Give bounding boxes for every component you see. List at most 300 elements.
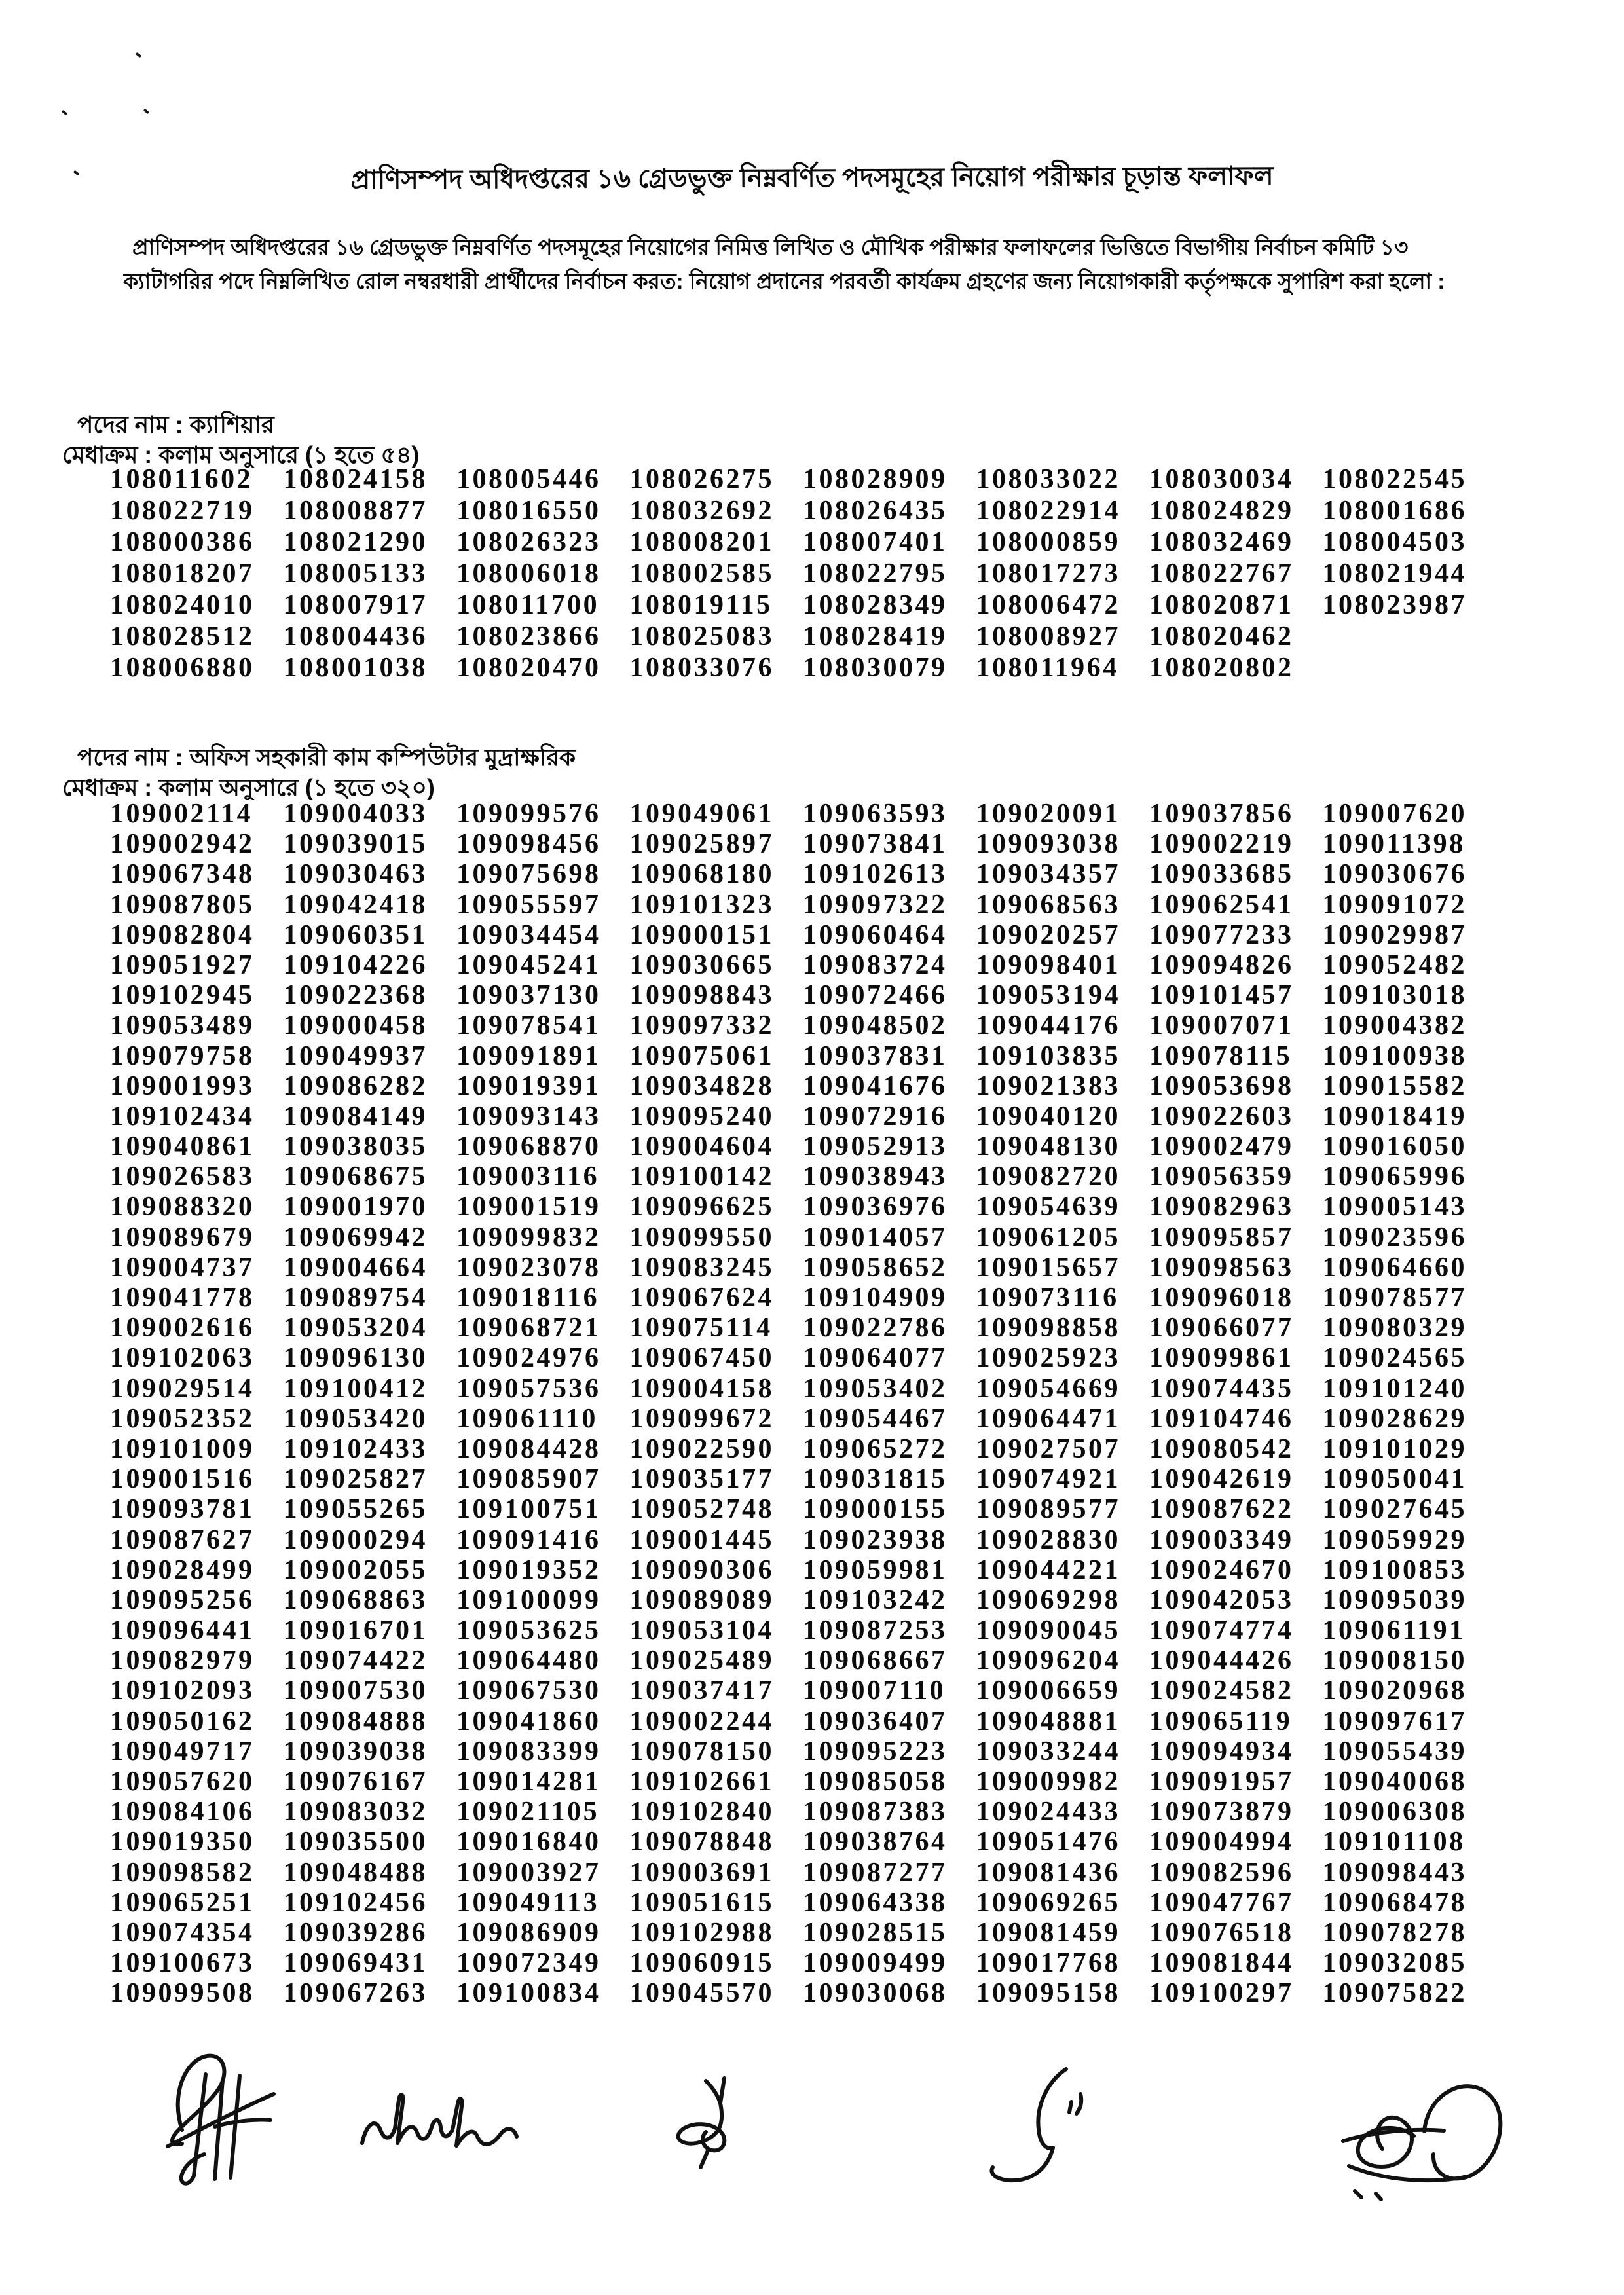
- roll-number: 109096441: [110, 1615, 255, 1646]
- roll-number: 108030079: [803, 653, 948, 683]
- scan-speck: [143, 109, 150, 115]
- roll-number: 109101029: [1322, 1433, 1467, 1464]
- roll-number: 109099508: [110, 1978, 255, 2009]
- roll-number: 109009499: [803, 1948, 948, 1979]
- roll-number: 109103242: [803, 1585, 948, 1615]
- roll-number: 109002616: [110, 1313, 255, 1344]
- roll-number: 109007110: [803, 1676, 946, 1706]
- roll-row: [110, 920, 1505, 950]
- signature-5: [1215, 2069, 1509, 2210]
- roll-number: 109049113: [456, 1887, 600, 1918]
- roll-number: 109102613: [803, 859, 948, 890]
- section2-post-name-label: পদের নাম : অফিস সহকারী কাম কম্পিউটার মুদ্রাক্ষরিক: [77, 744, 576, 770]
- roll-number: 109101457: [1149, 980, 1294, 1011]
- roll-row: [110, 1585, 1505, 1615]
- roll-number: 109016050: [1322, 1131, 1467, 1162]
- roll-number: 109015582: [1322, 1071, 1467, 1101]
- roll-number: 109083724: [803, 949, 948, 980]
- roll-number: 109082804: [110, 919, 255, 950]
- roll-number: 109052352: [110, 1403, 255, 1434]
- roll-number: 109040120: [976, 1101, 1120, 1131]
- roll-number: 109020968: [1322, 1676, 1467, 1706]
- roll-row: [110, 652, 1505, 684]
- roll-number: 109029514: [110, 1373, 255, 1404]
- roll-number: 109002942: [110, 829, 255, 860]
- roll-number: 109101108: [1322, 1827, 1466, 1858]
- roll-row: [110, 1797, 1505, 1827]
- roll-number: 109072466: [803, 980, 948, 1011]
- roll-number: 108022795: [803, 559, 948, 589]
- roll-number: 109025923: [976, 1343, 1120, 1374]
- roll-row: [110, 1555, 1505, 1585]
- roll-number: 109050041: [1322, 1464, 1467, 1495]
- roll-number: 108024829: [1149, 496, 1294, 526]
- roll-number: 109001445: [629, 1524, 774, 1555]
- roll-number: 109000294: [283, 1524, 428, 1555]
- roll-number: 109095857: [1149, 1222, 1294, 1253]
- roll-number: 109045570: [629, 1978, 774, 2009]
- roll-number: 109097617: [1322, 1706, 1467, 1736]
- roll-number: 108032469: [1149, 527, 1294, 557]
- roll-number: 109074435: [1149, 1373, 1294, 1404]
- roll-number: 108023987: [1322, 590, 1467, 620]
- roll-number: 108011602: [110, 464, 253, 494]
- roll-number: 109051476: [976, 1827, 1120, 1858]
- roll-number: 109038764: [803, 1827, 948, 1858]
- roll-number: 109068180: [629, 859, 774, 890]
- roll-number: 109060915: [629, 1948, 774, 1979]
- roll-number: 109083032: [283, 1797, 428, 1827]
- scan-speck: [136, 52, 142, 58]
- roll-number: 109025897: [629, 829, 774, 860]
- roll-number: 109047767: [1149, 1887, 1294, 1918]
- roll-number: 109078150: [629, 1736, 774, 1767]
- roll-number: 109075114: [629, 1313, 773, 1344]
- roll-number: 109034357: [976, 859, 1120, 890]
- roll-number: 109080329: [1322, 1313, 1467, 1344]
- roll-number: 109001519: [456, 1192, 601, 1222]
- roll-number: 109085058: [803, 1767, 948, 1797]
- section1-merit-order-label: মেধাক্রম : কলাম অনুসারে (১ হতে ৫৪): [62, 441, 420, 468]
- roll-number: 109042053: [1149, 1585, 1294, 1615]
- roll-number: 108006880: [110, 653, 255, 683]
- roll-number: 109031815: [803, 1464, 948, 1495]
- roll-number: 108028419: [803, 621, 948, 652]
- roll-row: [110, 1858, 1505, 1888]
- roll-number: 109021105: [456, 1797, 600, 1827]
- roll-number: 109104226: [283, 949, 428, 980]
- roll-number: 109002055: [283, 1554, 428, 1585]
- roll-number: 109080542: [1149, 1433, 1294, 1464]
- roll-number: 108008201: [629, 527, 774, 557]
- roll-number: 109005143: [1322, 1192, 1467, 1222]
- roll-row: [110, 1313, 1505, 1343]
- roll-number: 109081459: [976, 1917, 1120, 1948]
- roll-number: 109032085: [1322, 1948, 1467, 1979]
- roll-number: 109074422: [283, 1645, 428, 1676]
- roll-number: 109057620: [110, 1767, 255, 1797]
- roll-number: 109102661: [629, 1767, 774, 1797]
- roll-number: 109042619: [1149, 1464, 1294, 1495]
- roll-number: 109053420: [283, 1403, 428, 1434]
- roll-number: 108017273: [976, 559, 1120, 589]
- roll-number: 109100142: [629, 1162, 774, 1192]
- roll-number: 109102093: [110, 1676, 255, 1706]
- roll-number: 109011398: [1322, 829, 1466, 860]
- roll-number: 109014057: [803, 1222, 948, 1253]
- roll-number: 109049937: [283, 1040, 428, 1071]
- roll-number: 109095158: [976, 1978, 1120, 2009]
- roll-number: 109028499: [110, 1554, 255, 1585]
- roll-number: 109100938: [1322, 1040, 1467, 1071]
- roll-number: 109023938: [803, 1524, 948, 1555]
- roll-number: 109054639: [976, 1192, 1120, 1222]
- signature-3: [660, 2074, 765, 2173]
- roll-number: 109035500: [283, 1827, 428, 1858]
- roll-number: 109041860: [456, 1706, 601, 1736]
- roll-number: 109082963: [1149, 1192, 1294, 1222]
- roll-number: 109015657: [976, 1252, 1120, 1283]
- roll-number: 109078848: [629, 1827, 774, 1858]
- roll-number: 109000155: [803, 1494, 948, 1525]
- roll-number: 109086282: [283, 1071, 428, 1101]
- roll-number: 108000386: [110, 527, 255, 557]
- roll-number: 109078577: [1322, 1283, 1467, 1313]
- roll-number: 109003691: [629, 1857, 774, 1888]
- roll-number: 109006308: [1322, 1797, 1467, 1827]
- roll-number: 109023078: [456, 1252, 601, 1283]
- roll-number: 108020470: [456, 653, 601, 683]
- roll-number: 109087383: [803, 1797, 948, 1827]
- roll-number: 109098563: [1149, 1252, 1294, 1283]
- roll-number: 109019352: [456, 1554, 601, 1585]
- roll-number: 109037856: [1149, 799, 1294, 829]
- roll-number: 108007917: [283, 590, 428, 620]
- roll-number: 109093781: [110, 1494, 255, 1525]
- roll-number: 109068721: [456, 1313, 601, 1344]
- roll-number: 109003927: [456, 1857, 601, 1888]
- roll-number: 109093143: [456, 1101, 601, 1131]
- roll-row: [110, 950, 1505, 980]
- roll-number: 109068563: [976, 889, 1120, 920]
- roll-number: 109048502: [803, 1010, 948, 1041]
- scan-speck: [62, 110, 68, 116]
- roll-number: 108024158: [283, 464, 428, 494]
- roll-number: 109073879: [1149, 1797, 1294, 1827]
- roll-number: 109078115: [1149, 1040, 1293, 1071]
- roll-number: 109007071: [1149, 1010, 1294, 1041]
- roll-number: 109098401: [976, 949, 1120, 980]
- roll-number: 109102945: [110, 980, 255, 1011]
- page-title: প্রাণিসম্পদ অধিদপ্তরের ১৬ গ্রেডভুক্ত নিম্নবর্ণিত পদসমূহের নিয়োগ পরীক্ষার চূড়ান্ত ফলাফল: [350, 161, 1274, 195]
- roll-number: 108022914: [976, 496, 1120, 526]
- roll-row: [110, 526, 1505, 558]
- roll-number: 109073116: [976, 1283, 1119, 1313]
- roll-number: 109004737: [110, 1252, 255, 1283]
- roll-row: [110, 1434, 1505, 1464]
- roll-number: 109033685: [1149, 859, 1294, 890]
- roll-row: [110, 1736, 1505, 1767]
- roll-row: [110, 1041, 1505, 1071]
- roll-number: 109024976: [456, 1343, 601, 1374]
- roll-number: 109036407: [803, 1706, 948, 1736]
- roll-row: [110, 464, 1505, 495]
- roll-number: 109097332: [629, 1010, 774, 1041]
- roll-number: 109024582: [1149, 1676, 1294, 1706]
- roll-number: 109098582: [110, 1857, 255, 1888]
- roll-number: 109099550: [629, 1222, 774, 1253]
- roll-number: 109002219: [1149, 829, 1294, 860]
- roll-number: 109098456: [456, 829, 601, 860]
- roll-number: 109090306: [629, 1554, 774, 1585]
- roll-number: 109004994: [1149, 1827, 1294, 1858]
- roll-number: 109049061: [629, 799, 774, 829]
- roll-number: 109027645: [1322, 1494, 1467, 1525]
- roll-row: [110, 890, 1505, 920]
- roll-number: 109055597: [456, 889, 601, 920]
- roll-number: 109022603: [1149, 1101, 1294, 1131]
- roll-number: 108007401: [803, 527, 948, 557]
- roll-number: 109048881: [976, 1706, 1120, 1736]
- roll-number: 109102433: [283, 1433, 428, 1464]
- roll-row: [110, 1343, 1505, 1373]
- section1-post-name-label: পদের নাম : ক্যাশিয়ার: [77, 411, 274, 437]
- roll-number: 109072916: [803, 1101, 948, 1131]
- roll-number: 109055265: [283, 1494, 428, 1525]
- roll-number: 109053104: [629, 1615, 774, 1646]
- roll-number: 109052748: [629, 1494, 774, 1525]
- roll-number: 109096018: [1149, 1283, 1294, 1313]
- roll-number: 109087805: [110, 889, 255, 920]
- roll-number: 109044221: [976, 1554, 1120, 1585]
- roll-row: [110, 1101, 1505, 1131]
- roll-number: 108033022: [976, 464, 1120, 494]
- roll-number: 109052913: [803, 1131, 948, 1162]
- roll-number: 109024433: [976, 1797, 1120, 1827]
- roll-number: 109061110: [456, 1403, 598, 1434]
- roll-number: 109100673: [110, 1948, 255, 1979]
- roll-number: 109051927: [110, 949, 255, 980]
- roll-number: 109067348: [110, 859, 255, 890]
- roll-number: 109091416: [456, 1524, 601, 1555]
- roll-number: 109038943: [803, 1162, 948, 1192]
- section2-roll-number-table: [110, 799, 1505, 2009]
- roll-row: [110, 621, 1505, 652]
- roll-number: 108022767: [1149, 559, 1294, 589]
- roll-number: 109044426: [1149, 1645, 1294, 1676]
- roll-number: 109056359: [1149, 1162, 1294, 1192]
- roll-row: [110, 495, 1505, 526]
- roll-number: 109063593: [803, 799, 948, 829]
- roll-row: [110, 1010, 1505, 1040]
- roll-number: 109052482: [1322, 949, 1467, 980]
- roll-row: [110, 1222, 1505, 1253]
- roll-number: 109072349: [456, 1948, 601, 1979]
- roll-number: 109100751: [456, 1494, 601, 1525]
- roll-number: 108008927: [976, 621, 1120, 652]
- roll-number: 109001970: [283, 1192, 428, 1222]
- roll-number: 109084106: [110, 1797, 255, 1827]
- roll-number: 109103018: [1322, 980, 1467, 1011]
- roll-number: 109053402: [803, 1373, 948, 1404]
- roll-number: 109087627: [110, 1524, 255, 1555]
- roll-number: 108024010: [110, 590, 255, 620]
- roll-number: 109091957: [1149, 1767, 1294, 1797]
- roll-number: 109067530: [456, 1676, 601, 1706]
- roll-number: 109000151: [629, 919, 774, 950]
- roll-row: [110, 980, 1505, 1010]
- roll-number: 108028909: [803, 464, 948, 494]
- roll-number: 109082979: [110, 1645, 255, 1676]
- roll-number: 109064480: [456, 1645, 601, 1676]
- roll-number: 109095240: [629, 1101, 774, 1131]
- roll-number: 109075061: [629, 1040, 774, 1071]
- roll-number: 109066077: [1149, 1313, 1294, 1344]
- roll-number: 108000859: [976, 527, 1120, 557]
- roll-number: 109099861: [1149, 1343, 1294, 1374]
- roll-number: 109100412: [283, 1373, 428, 1404]
- roll-number: 109069298: [976, 1585, 1120, 1615]
- roll-number: 109023596: [1322, 1222, 1467, 1253]
- roll-number: 108001038: [283, 653, 428, 683]
- roll-number: 109039038: [283, 1736, 428, 1767]
- roll-row: [110, 1888, 1505, 1918]
- roll-number: 109039286: [283, 1917, 428, 1948]
- section2-merit-order-label: মেধাক্রম : কলাম অনুসারে (১ হতে ৩২০): [62, 774, 435, 800]
- roll-number: 109022368: [283, 980, 428, 1011]
- roll-row: [110, 1283, 1505, 1313]
- roll-number: 109089089: [629, 1585, 774, 1615]
- roll-number: 109053194: [976, 980, 1120, 1011]
- signature-2: [357, 2085, 527, 2167]
- roll-number: 109044176: [976, 1010, 1120, 1041]
- roll-row: [110, 1978, 1505, 2008]
- roll-row: [110, 1253, 1505, 1283]
- roll-row: [110, 1948, 1505, 1978]
- roll-number: 109034828: [629, 1071, 774, 1101]
- roll-number: 109087622: [1149, 1494, 1294, 1525]
- roll-row: [110, 1615, 1505, 1645]
- roll-number: 109022786: [803, 1313, 948, 1344]
- roll-number: 109095223: [803, 1736, 948, 1767]
- roll-number: 109068675: [283, 1162, 428, 1192]
- roll-number: 109067624: [629, 1283, 774, 1313]
- roll-number: 109075822: [1322, 1978, 1467, 2009]
- roll-number: 109077233: [1149, 919, 1294, 950]
- roll-number: 109020257: [976, 919, 1120, 950]
- roll-number: 109086909: [456, 1917, 601, 1948]
- roll-number: 109053204: [283, 1313, 428, 1344]
- roll-number: 108020871: [1149, 590, 1294, 620]
- roll-number: 109069942: [283, 1222, 428, 1253]
- roll-number: 109004382: [1322, 1010, 1467, 1041]
- roll-number: 109074921: [976, 1464, 1120, 1495]
- roll-number: 109009982: [976, 1767, 1120, 1797]
- roll-number: 109095039: [1322, 1585, 1467, 1615]
- roll-number: 109084428: [456, 1433, 601, 1464]
- roll-number: 109069265: [976, 1887, 1120, 1918]
- roll-number: 109053698: [1149, 1071, 1294, 1101]
- roll-row: [110, 829, 1505, 859]
- roll-number: 109089577: [976, 1494, 1120, 1525]
- roll-number: 109098843: [629, 980, 774, 1011]
- roll-number: 109068863: [283, 1585, 428, 1615]
- roll-number: 109001993: [110, 1071, 255, 1101]
- roll-number: 108020462: [1149, 621, 1294, 652]
- roll-number: 109037130: [456, 980, 601, 1011]
- roll-row: [110, 1827, 1505, 1857]
- roll-number: 109055439: [1322, 1736, 1467, 1767]
- roll-number: 108032692: [629, 496, 774, 526]
- roll-number: 109030676: [1322, 859, 1467, 890]
- roll-number: 109099832: [456, 1222, 601, 1253]
- roll-number: 109051615: [629, 1887, 774, 1918]
- roll-number: 109054467: [803, 1403, 948, 1434]
- roll-number: 109064660: [1322, 1252, 1467, 1283]
- roll-number: 109096625: [629, 1192, 774, 1222]
- roll-number: 109073841: [803, 829, 948, 860]
- roll-number: 109040861: [110, 1131, 255, 1162]
- roll-number: 109097322: [803, 889, 948, 920]
- roll-number: 109003116: [456, 1162, 600, 1192]
- roll-number: 109090045: [976, 1615, 1120, 1646]
- roll-number: 109083245: [629, 1252, 774, 1283]
- roll-number: 109102434: [110, 1101, 255, 1131]
- roll-number: 109061205: [976, 1222, 1120, 1253]
- section1-roll-number-table: [110, 464, 1505, 684]
- roll-number: 109053625: [456, 1615, 601, 1646]
- roll-row: [110, 1131, 1505, 1162]
- roll-number: 109089679: [110, 1222, 255, 1253]
- roll-row: [110, 1162, 1505, 1192]
- roll-number: 109067450: [629, 1343, 774, 1374]
- roll-number: 109104909: [803, 1283, 948, 1313]
- roll-number: 109016701: [283, 1615, 428, 1646]
- roll-number: 109075698: [456, 859, 601, 890]
- roll-row: [110, 1918, 1505, 1948]
- roll-number: 109003349: [1149, 1524, 1294, 1555]
- roll-number: 109102988: [629, 1917, 774, 1948]
- roll-row: [110, 1404, 1505, 1434]
- roll-number: 109065272: [803, 1433, 948, 1464]
- roll-number: 109060351: [283, 919, 428, 950]
- roll-number: 109018419: [1322, 1101, 1467, 1131]
- roll-number: 109101009: [110, 1433, 255, 1464]
- roll-number: 109062541: [1149, 889, 1294, 920]
- roll-number: 108023866: [456, 621, 601, 652]
- roll-number: 109102063: [110, 1343, 255, 1374]
- roll-number: 109008150: [1322, 1645, 1467, 1676]
- roll-number: 109082720: [976, 1162, 1120, 1192]
- roll-number: 109028629: [1322, 1403, 1467, 1434]
- roll-number: 109022590: [629, 1433, 774, 1464]
- roll-number: 109004604: [629, 1131, 774, 1162]
- roll-number: 109069431: [283, 1948, 428, 1979]
- roll-number: 109049717: [110, 1736, 255, 1767]
- roll-number: 109004664: [283, 1252, 428, 1283]
- roll-number: 109102840: [629, 1797, 774, 1827]
- roll-number: 109041676: [803, 1071, 948, 1101]
- roll-number: 109096130: [283, 1343, 428, 1374]
- roll-number: 108006472: [976, 590, 1120, 620]
- roll-number: 109095256: [110, 1585, 255, 1615]
- roll-number: 108026323: [456, 527, 601, 557]
- roll-number: 109006659: [976, 1676, 1120, 1706]
- roll-row: [110, 1645, 1505, 1676]
- roll-number: 109096204: [976, 1645, 1120, 1676]
- roll-number: 109094826: [1149, 949, 1294, 980]
- roll-number: 109079758: [110, 1040, 255, 1071]
